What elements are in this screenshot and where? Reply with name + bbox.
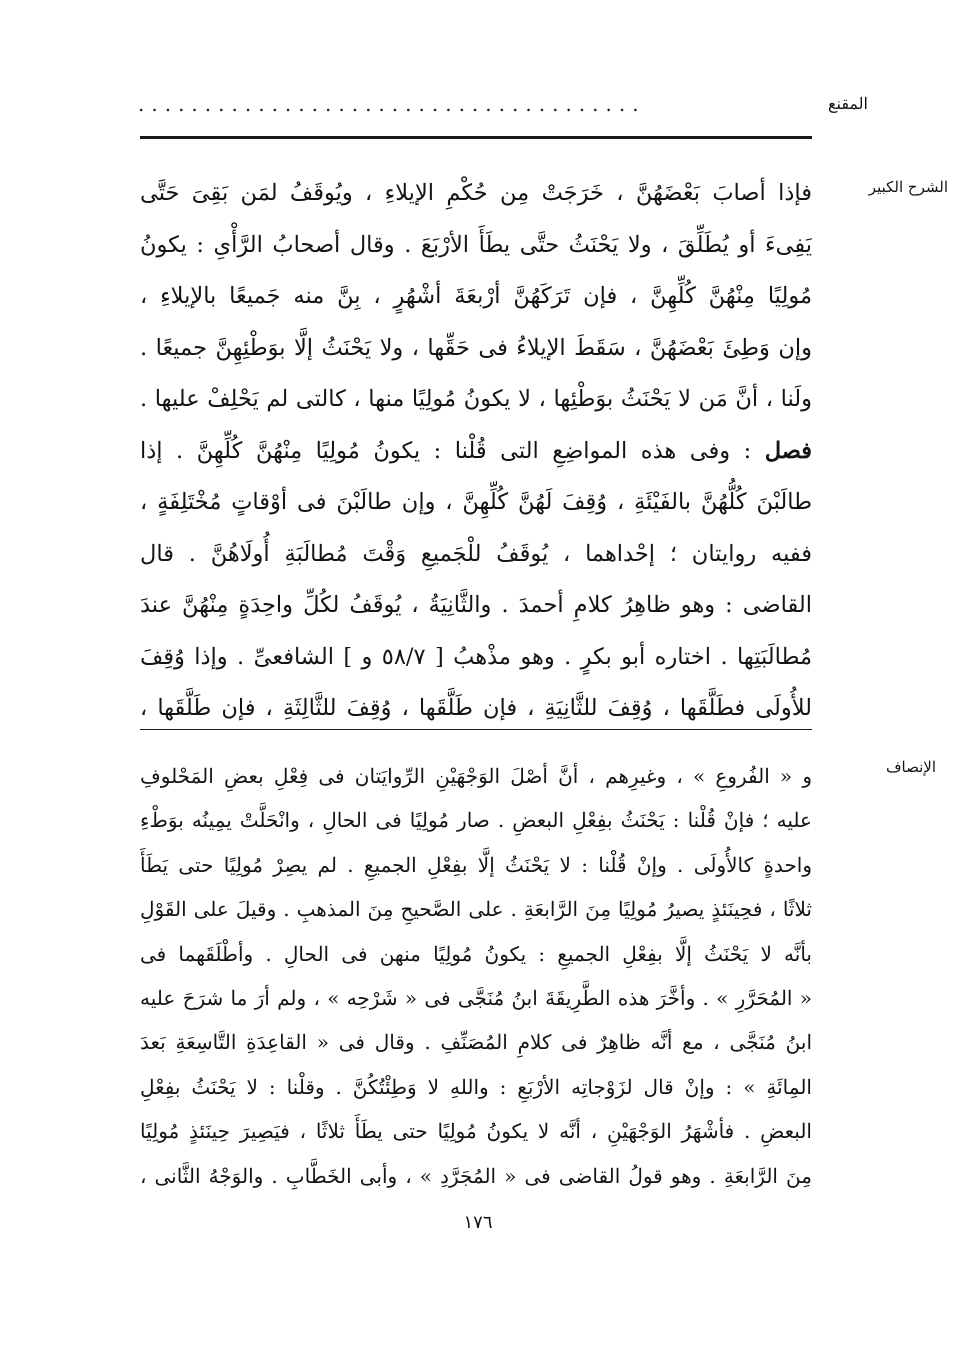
text-line: يَفِىءَ أو يُطَلِّقَ ، ولا يَحْنَثُ حتَّى يطَأَ الأرْبَعَ . وقال أصحابُ الرَّأْىِ : يكونُ	[140, 231, 812, 258]
section-label-insaf: الإنصاف	[885, 758, 936, 776]
text-line: طالَبْنَ كُلُّهُنَّ بالفَيْئَةِ ، وُقِفَ لَهُنَّ كُلِّهِنَّ ، وإن طالَبْنَ فى أوْقاتٍ مُخْتَلِفَةٍ ،	[140, 489, 812, 515]
text-line: ثلاثًا ، فحِينَئذٍ يصيرُ مُولِيًا مِنَ الرَّابعَةِ . على الصَّحيحِ مِنَ المذهبِ . وقيلَ على القَوْلِ	[140, 897, 812, 922]
running-header-title: المقنع	[827, 94, 868, 113]
header-dot-leader: ......................................	[138, 92, 646, 116]
insaf-text	[140, 754, 812, 1198]
text-line: مُطالَبَتِها . اختاره أبو بكرٍ . وهو مذْهبُ [ ٥٨/٧ و ] الشافعىِّ . وإذا وُقِفَ	[140, 643, 812, 670]
section-divider	[140, 729, 812, 730]
text-line: عليه ؛ فإنْ قُلْنا : يَحْنَثُ بفِعْلِ البعضِ . صار مُولِيًا فى الحالِ ، وانْحَلَّتْ يمِينُه بوَطْءِ	[140, 808, 812, 833]
text-line: وإن وَطِئَ بَعْضَهُنَّ ، سَقَطَ الإيلاءُ فى حَقِّها ، ولا يَحْنَثُ إلَّا بوَطْئِهِنَّ جميعًا .	[140, 334, 812, 361]
text-line: فإذا أصابَ بَعْضَهُنَّ ، خَرَجَتْ مِن حُكْمِ الإيلاءِ ، ويُوقَفُ لمَن بَقِىَ حَتَّى	[140, 180, 812, 206]
text-line: ولَنا ، أنَّ مَن لا يَحْنَثُ بوَطْئِها ، لا يكونُ مُولِيًا منها ، كالتى لم يَحْلِفْ عليها .	[140, 386, 812, 412]
fasl-heading: فصل	[764, 437, 812, 464]
page-number: ١٧٦	[463, 1212, 493, 1233]
text-line: مِنَ الرَّابعَةِ . وهو قولُ القاضى فى « المُجَرَّدِ » ، وأبى الخَطَّابِ . والوَجْهُ الثَّانى ،	[140, 1163, 812, 1188]
text-line	[140, 426, 812, 478]
text-line: البعضِ . فأشْهَرُ الوَجْهَيْنِ ، أنَّه لا يكونُ مُولِيًا حتى يطَأَ ثلاثًا ، فيَصِيرَ حِينَئذٍ مُولِيًا	[140, 1119, 812, 1144]
header-rule	[140, 136, 812, 139]
fasl-line-text: : وفى هذه المواضِعِ التى قُلْنا : يكونُ مُولِيًا مِنْهُنَّ كُلِّهِنَّ . إذا	[140, 437, 752, 464]
sharh-text	[140, 168, 812, 735]
text-line: ففيه روايتان ؛ إحْداهما ، يُوقَفُ للْجَميعِ وَقْتَ مُطالَبَةِ أُولَاهُنَّ . قال	[140, 540, 812, 567]
text-line: « المُحَرَّرِ » . وأخَّرَ هذه الطَّرِيقَةَ ابنُ مُنَجَّى فى « شَرْحِه » ، ولم أرَ ما شرَحَ عليه	[140, 986, 812, 1011]
text-line: و « الفُروعِ » ، وغيرِهم ، أنَّ أصْلَ الوَجْهَيْنِ الرِّوايَتان فى فِعْلِ بعضِ المَحْلوفِ	[140, 764, 812, 788]
text-line: للأُولَى فطَلَّقَها ، وُقِفَ للثَّانِيَةِ ، فإن طَلَّقَها ، وُقِفَ للثَّالِثَةِ ، فإن طَلَّقَها ،	[140, 695, 812, 721]
text-line: المِائَةِ » : وإنْ قال لزَوْجاتِه الأرْبَعِ : واللهِ لا وَطِئْتُكُنَّ . وقلْنا : لا يَحْنَثُ بفِعْلِ	[140, 1074, 812, 1099]
text-line: بأنَّه لا يَحْنَثُ إلَّا بفِعْلِ الجميعِ : يكونُ مُولِيًا منهن فى الحالِ . وأطْلَقَهما فى	[140, 941, 812, 966]
section-label-sharh: الشرح الكبير	[868, 178, 948, 196]
text-line: واحدةٍ كالأُولَى . وإنْ قُلْنا : لا يَحْنَثُ إلَّا بفِعْلِ الجميعِ . لم يصِرْ مُولِيًا حتى يَطَأَ	[140, 852, 812, 877]
text-line: القاضى : وهو ظاهِرُ كلامِ أحمدَ . والثَّانِيَةُ ، يُوقَفُ لكُلِّ واحِدَةٍ مِنْهُنَّ عندَ	[140, 592, 812, 618]
text-line: ابنُ مُنَجَّى ، مع أنَّه ظاهِرٌ فى كلامِ المُصَنِّفِ . وقال فى « القاعِدَةِ التَّاسِعَةِ بَعدَ	[140, 1030, 812, 1055]
text-line: مُولِيًا مِنْهُنَّ كُلِّهِنَّ ، فإن تَرَكَهُنَّ أرْبعَةَ أشْهُرٍ ، بِنَّ منه جَميعًا بالإيلاءِ ،	[140, 283, 812, 309]
